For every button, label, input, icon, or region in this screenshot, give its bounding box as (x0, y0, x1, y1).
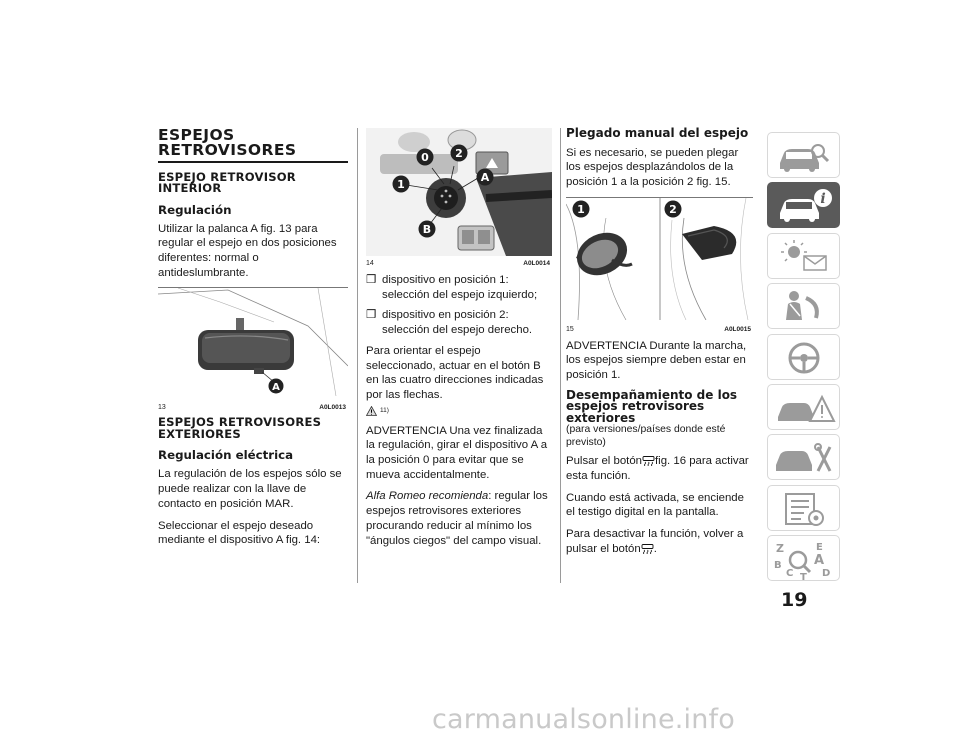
callout-a (476, 168, 494, 186)
index-letter: T (800, 572, 807, 583)
callout-1-label: 1 (577, 202, 585, 216)
section-title-espejos: ESPEJOS RETROVISORES (158, 126, 297, 159)
chapter-tab-car-info[interactable] (767, 182, 840, 228)
warning-lights-icon (768, 234, 841, 280)
callout-0 (416, 148, 434, 166)
para-pulsar (566, 454, 753, 483)
figure-code: A0L0015 (724, 325, 751, 333)
list-item (366, 308, 552, 337)
steering-wheel-icon (768, 335, 841, 381)
rearview-mirror-illustration (158, 288, 348, 400)
figure-number: 13 (158, 404, 166, 412)
para-regulacion: Utilizar la palanca A fig. 13 para regular el espejo en dos posiciones diferentes: normal o antideslumbrante. (158, 222, 337, 279)
chapter-tab-warning-lights[interactable] (767, 233, 840, 279)
column-divider (560, 128, 561, 583)
warning-ref-number: 11) (380, 407, 389, 415)
callout-1 (392, 175, 410, 193)
warning-reference (366, 406, 552, 416)
title-underline (158, 161, 348, 163)
checkbox-bullet-icon: ❒ (366, 309, 377, 322)
figure-code: A0L0014 (523, 260, 550, 267)
heading-exteriores: ESPEJOS RETROVISORES EXTERIORES (158, 415, 322, 441)
callout-2 (450, 144, 468, 162)
alphabetical-index-icon (768, 536, 841, 582)
chapter-tab-driving[interactable] (767, 334, 840, 380)
index-letter: B (774, 560, 782, 572)
desactivar-text-b: . (653, 542, 657, 555)
para-desactivar (566, 527, 753, 556)
folding-mirror-illustration (566, 198, 752, 320)
checkbox-bullet-icon: ❒ (366, 274, 377, 286)
watermark: carmanualsonline.info (432, 704, 735, 735)
callout-1-label: 1 (397, 178, 405, 191)
para-advertencia-1: ADVERTENCIA Una vez finalizada la regulación, girar el dispositivo A a la posición 0 para evitar que se mueva accidentalmente. (366, 424, 548, 481)
para-advertencia-2: ADVERTENCIA Durante la marcha, los espejos siempre deben estar en posición 1. (566, 339, 747, 382)
index-letter: C (786, 568, 794, 580)
callout-b-label: B (422, 223, 432, 236)
index-letter: D (822, 568, 831, 580)
para-electrica-1: La regulación de los espejos sólo se puede realizar con la llave de contacto en posición MAR. (158, 468, 342, 510)
callout-a-label: A (272, 382, 280, 394)
figure-15 (566, 197, 753, 332)
column-divider (357, 128, 358, 583)
page-number: 19 (781, 589, 808, 611)
list-item (366, 273, 552, 302)
callout-a (268, 378, 284, 394)
car-info-icon (768, 183, 841, 229)
warning-triangle-icon (366, 406, 377, 416)
index-letter: Z (776, 542, 784, 556)
heading-plegado: Plegado manual del espejo (566, 126, 749, 140)
safety-airbag-icon (768, 284, 841, 330)
car-inspection-icon (768, 133, 841, 179)
callout-a-label: A (480, 171, 490, 184)
chapter-tab-safety[interactable] (767, 283, 840, 329)
column-2 (366, 128, 552, 555)
bullet-text: dispositivo en posición 2: selección del espejo derecho. (382, 309, 533, 337)
maintenance-tools-icon (768, 435, 841, 481)
callout-b (418, 220, 436, 238)
callout-1 (572, 200, 590, 218)
technical-data-icon (768, 486, 841, 532)
figure-number: 14 (366, 260, 374, 267)
desactivar-text-a: Para desactivar la función, volver a pulsar el botón (566, 528, 744, 555)
chapter-tab-maintenance[interactable] (767, 434, 840, 480)
chapter-sidebar (767, 132, 841, 586)
column-1 (158, 128, 348, 555)
pulsar-text-b: fig. 16 para activar esta función. (566, 455, 749, 482)
callout-2-label: 2 (455, 147, 463, 160)
mirror-defrost-icon (641, 544, 654, 554)
heading-regulacion: Regulación (158, 202, 232, 217)
figure-14 (366, 128, 552, 266)
index-letter: A (814, 553, 825, 569)
figure-13 (158, 287, 348, 410)
heading-desempanamiento: Desempañamiento de los espejos retrovisores exteriores (566, 387, 738, 425)
para-versiones: (para versiones/países donde esté previsto) (566, 424, 726, 448)
chapter-tab-emergency[interactable] (767, 384, 840, 430)
callout-0-label: 0 (421, 151, 429, 164)
para-plegado: Si es necesario, se pueden plegar los espejos desplazándolos de la posición 1 a la posición 2 fig. 15. (566, 146, 739, 188)
mirror-defrost-icon (642, 456, 655, 466)
heading-electrica: Regulación eléctrica (158, 448, 294, 463)
para-orientar: Para orientar el espejo seleccionado, actuar en el botón B en las cuatro direcciones indicadas por las flechas. (366, 344, 544, 401)
figure-code: A0L0013 (319, 404, 346, 412)
column-3 (566, 128, 753, 563)
recommendation-text: : regular los espejos retrovisores exteriores procurando reducir al mínimo los "ángulos ciegos" del campo visual. (366, 490, 548, 547)
chapter-tab-technical-data[interactable] (767, 485, 840, 531)
para-activada: Cuando está activada, se enciende el testigo digital en la pantalla. (566, 491, 744, 519)
chapter-tab-index[interactable] (767, 535, 840, 581)
heading-interior: ESPEJO RETROVISOR INTERIOR (158, 169, 296, 196)
figure-number: 15 (566, 325, 574, 333)
callout-2 (664, 200, 682, 218)
callout-2-label: 2 (669, 202, 677, 216)
para-recomienda (366, 489, 552, 548)
bullet-text: dispositivo en posición 1: selección del espejo izquierdo; (382, 274, 538, 301)
brand-recommendation: Alfa Romeo recomienda (366, 490, 489, 503)
index-letter: E (816, 542, 823, 554)
para-electrica-2: Seleccionar el espejo deseado mediante el dispositivo A fig. 14: (158, 519, 321, 547)
emergency-triangle-icon (768, 385, 841, 431)
info-letter: i (820, 191, 826, 208)
chapter-tab-knowing-car[interactable] (767, 132, 840, 178)
pulsar-text-a: Pulsar el botón (566, 455, 642, 468)
